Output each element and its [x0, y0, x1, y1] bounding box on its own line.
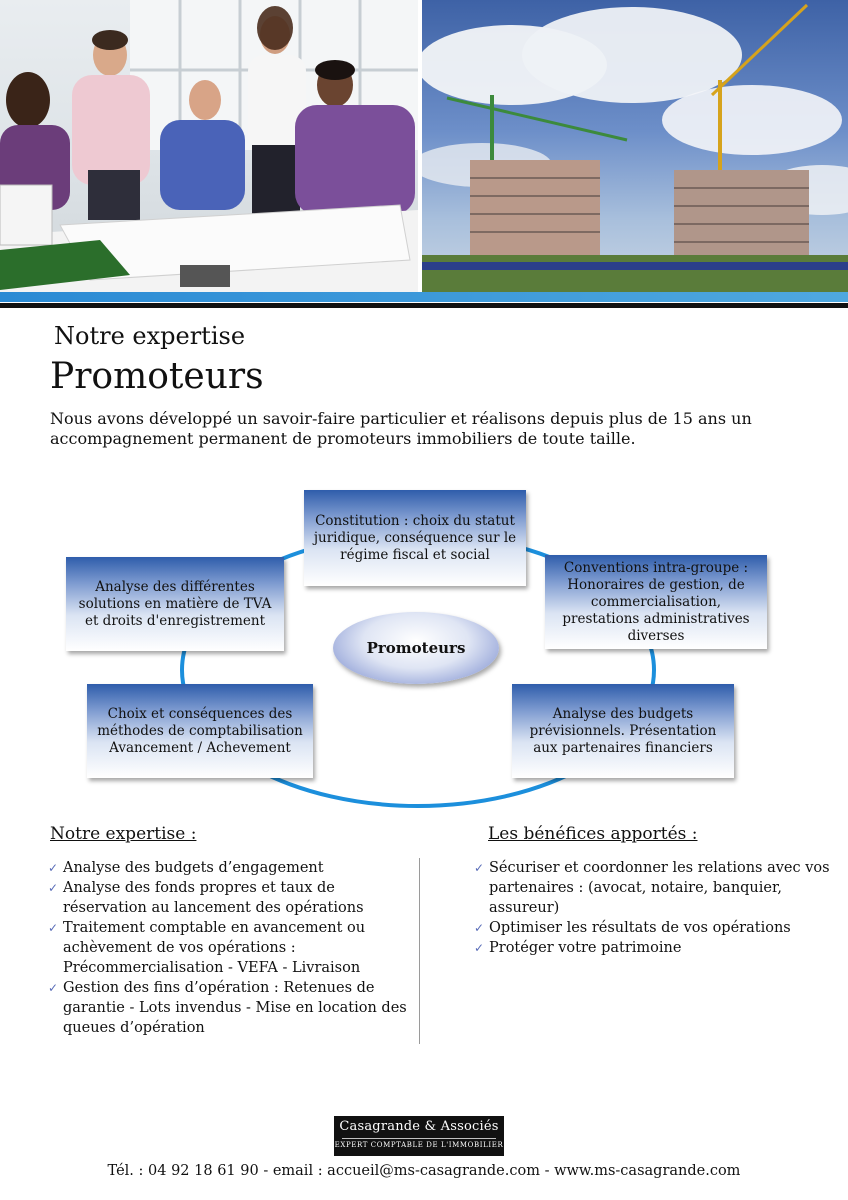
diagram-center: Promoteurs	[333, 612, 499, 684]
checkmark-icon: ✓	[48, 981, 59, 995]
contact-line: Tél. : 04 92 18 61 90 - email : accueil@ms-casagrande.com - www.ms-casagrande.com	[107, 1163, 741, 1179]
diagram-box-tva: Analyse des différentes solutions en matière de TVA et droits d'enregistrement	[66, 557, 284, 651]
promoteurs-diagram	[0, 480, 848, 820]
logo-tagline: EXPERT COMPTABLE DE L'IMMOBILIER	[334, 1141, 504, 1149]
diagram-box-budgets: Analyse des budgets prévisionnels. Présentation aux partenaires financiers	[512, 684, 734, 778]
list-item: ✓ Protéger votre patrimoine	[474, 940, 682, 956]
diagram-box-comptabilisation: Choix et conséquences des méthodes de comptabilisation Avancement / Achevement	[87, 684, 313, 778]
benefits-heading: Les bénéfices apportés :	[488, 824, 698, 844]
expertise-list	[48, 858, 408, 1038]
checkmark-icon: ✓	[48, 921, 59, 935]
benefits-list	[474, 858, 840, 958]
list-item: ✓ Gestion des fins d’opération : Retenues de garantie - Lots invendus - Mise en location des queues d’opération	[48, 980, 407, 1036]
list-item: ✓ Traitement comptable en avancement ou achèvement de vos opérations : Précommercialisation - VEFA - Livraison	[48, 920, 366, 976]
list-item: ✓ Analyse des fonds propres et taux de réservation au lancement des opérations	[48, 880, 364, 916]
page-title: Promoteurs	[50, 356, 264, 397]
list-item: ✓ Sécuriser et coordonner les relations avec vos partenaires : (avocat, notaire, banquier, assureur)	[474, 860, 830, 916]
checkmark-icon: ✓	[48, 861, 59, 875]
expertise-heading: Notre expertise :	[50, 824, 197, 844]
header-stripes	[0, 292, 848, 310]
hero-banner	[0, 0, 848, 292]
checkmark-icon: ✓	[48, 881, 59, 895]
intro-paragraph: Nous avons développé un savoir-faire particulier et réalisons depuis plus de 15 ans un accompagnement permanent de promoteurs immobiliers de toute taille.	[50, 409, 752, 448]
diagram-box-conventions: Conventions intra-groupe : Honoraires de gestion, de commercialisation, prestations administratives diverses	[545, 555, 767, 649]
list-item: ✓ Analyse des budgets d’engagement	[48, 860, 324, 876]
diagram-box-constitution: Constitution : choix du statut juridique, conséquence sur le régime fiscal et social	[304, 490, 526, 586]
construction-site-photo	[422, 0, 848, 292]
blue-stripe	[0, 292, 848, 302]
team-meeting-photo	[0, 0, 418, 292]
logo-name: Casagrande & Associés	[339, 1119, 499, 1134]
black-stripe	[0, 303, 848, 308]
list-item: ✓ Optimiser les résultats de vos opérations	[474, 920, 791, 936]
checkmark-icon: ✓	[474, 921, 485, 935]
logo-rule	[342, 1138, 496, 1139]
checkmark-icon: ✓	[474, 861, 485, 875]
checkmark-icon: ✓	[474, 941, 485, 955]
page-kicker: Notre expertise	[54, 322, 246, 350]
company-logo	[334, 1116, 504, 1156]
column-divider	[419, 858, 420, 1044]
